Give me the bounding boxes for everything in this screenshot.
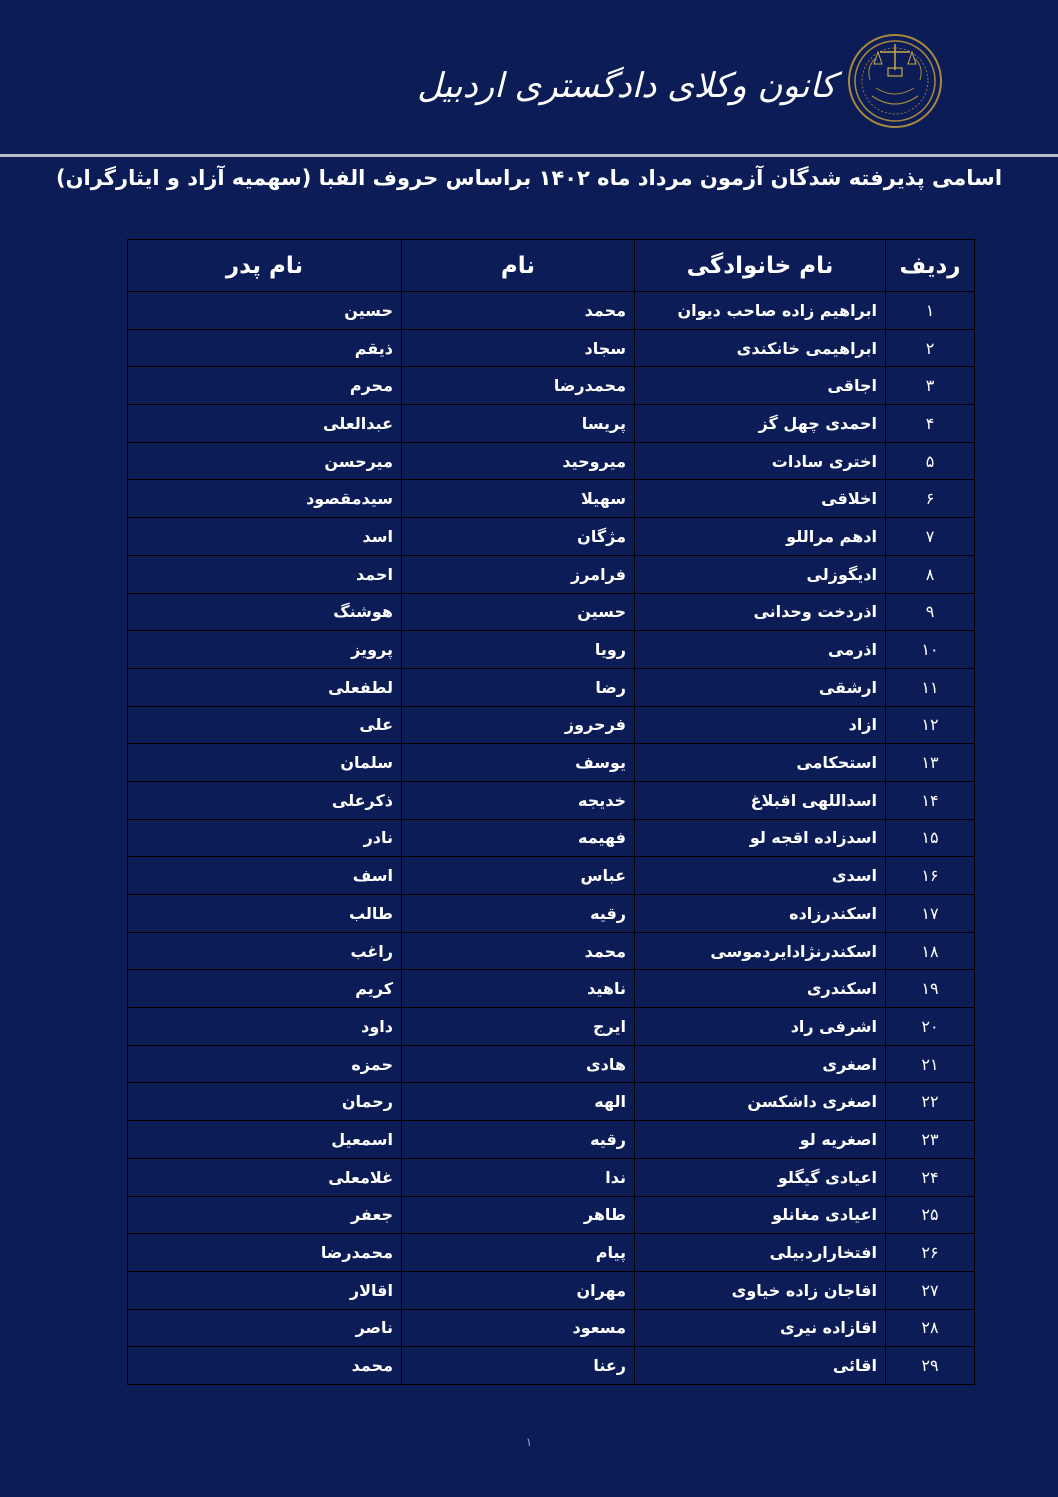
table-row — [128, 706, 975, 744]
table-row — [128, 593, 975, 631]
first-name-cell: محمدرضا — [402, 367, 635, 405]
family-name-cell: اصغریه لو — [635, 1121, 886, 1159]
first-name-cell: ایرج — [402, 1008, 635, 1046]
first-name-cell: فرامرز — [402, 555, 635, 593]
row-number-cell: ۱۲ — [886, 706, 975, 744]
father-name-cell: محمد — [128, 1347, 402, 1385]
father-name-cell: حمزه — [128, 1045, 402, 1083]
family-name-cell: ابراهیمی خانکندی — [635, 329, 886, 367]
first-name-cell: محمد — [402, 932, 635, 970]
family-name-cell: ادهم مراللو — [635, 518, 886, 556]
table-row — [128, 857, 975, 895]
row-number-cell: ۲۹ — [886, 1347, 975, 1385]
family-name-cell: ارشقی — [635, 668, 886, 706]
father-name-cell: اسمعیل — [128, 1121, 402, 1159]
father-name-cell: محرم — [128, 367, 402, 405]
first-name-cell: پریسا — [402, 405, 635, 443]
father-name-cell: پرویز — [128, 631, 402, 669]
header-divider — [0, 154, 1058, 157]
family-name-cell: اذرمی — [635, 631, 886, 669]
father-name-cell: علی — [128, 706, 402, 744]
table-row — [128, 480, 975, 518]
first-name-cell: مهران — [402, 1271, 635, 1309]
family-name-cell: ادیگوزلی — [635, 555, 886, 593]
first-name-cell: هادی — [402, 1045, 635, 1083]
row-number-cell: ۶ — [886, 480, 975, 518]
column-header-row-number: ردیف — [886, 240, 975, 292]
father-name-cell: رحمان — [128, 1083, 402, 1121]
father-name-cell: هوشنگ — [128, 593, 402, 631]
table-row — [128, 1083, 975, 1121]
family-name-cell: اختری سادات — [635, 442, 886, 480]
father-name-cell: محمدرضا — [128, 1234, 402, 1272]
row-number-cell: ۲۱ — [886, 1045, 975, 1083]
first-name-cell: ندا — [402, 1158, 635, 1196]
family-name-cell: اعیادی مغانلو — [635, 1196, 886, 1234]
table-row — [128, 1347, 975, 1385]
first-name-cell: محمد — [402, 292, 635, 330]
table-body — [128, 292, 975, 1385]
father-name-cell: غلامعلی — [128, 1158, 402, 1196]
row-number-cell: ۱۷ — [886, 895, 975, 933]
family-name-cell: اصغری داشکسن — [635, 1083, 886, 1121]
table-row — [128, 1158, 975, 1196]
row-number-cell: ۷ — [886, 518, 975, 556]
table-row — [128, 631, 975, 669]
first-name-cell: رعنا — [402, 1347, 635, 1385]
family-name-cell: ازاد — [635, 706, 886, 744]
table-row — [128, 781, 975, 819]
first-name-cell: عباس — [402, 857, 635, 895]
table-row — [128, 442, 975, 480]
father-name-cell: راغب — [128, 932, 402, 970]
table-row — [128, 970, 975, 1008]
table-row — [128, 668, 975, 706]
row-number-cell: ۵ — [886, 442, 975, 480]
first-name-cell: فهیمه — [402, 819, 635, 857]
table-row — [128, 1234, 975, 1272]
father-name-cell: سلمان — [128, 744, 402, 782]
row-number-cell: ۱ — [886, 292, 975, 330]
first-name-cell: مسعود — [402, 1309, 635, 1347]
first-name-cell: سجاد — [402, 329, 635, 367]
table-row — [128, 405, 975, 443]
table-row — [128, 518, 975, 556]
first-name-cell: رقیه — [402, 895, 635, 933]
father-name-cell: احمد — [128, 555, 402, 593]
family-name-cell: اقاجان زاده خیاوی — [635, 1271, 886, 1309]
first-name-cell: پیام — [402, 1234, 635, 1272]
first-name-cell: رویا — [402, 631, 635, 669]
row-number-cell: ۲۶ — [886, 1234, 975, 1272]
bar-association-seal-icon — [848, 34, 942, 128]
page-header — [0, 0, 1058, 158]
column-header-first-name: نام — [402, 240, 635, 292]
first-name-cell: فرحروز — [402, 706, 635, 744]
first-name-cell: یوسف — [402, 744, 635, 782]
row-number-cell: ۲۵ — [886, 1196, 975, 1234]
accepted-candidates-table — [127, 239, 975, 1385]
row-number-cell: ۲۴ — [886, 1158, 975, 1196]
first-name-cell: سهیلا — [402, 480, 635, 518]
family-name-cell: اخلاقی — [635, 480, 886, 518]
family-name-cell: اسکندری — [635, 970, 886, 1008]
document-title: اسامی پذیرفته شدگان آزمون مرداد ماه ۱۴۰۲ براساس حروف الفبا (سهمیه آزاد و ایثارگران) — [55, 166, 1003, 190]
father-name-cell: طالب — [128, 895, 402, 933]
row-number-cell: ۲۲ — [886, 1083, 975, 1121]
father-name-cell: جعفر — [128, 1196, 402, 1234]
first-name-cell: الهه — [402, 1083, 635, 1121]
table-row — [128, 1008, 975, 1046]
father-name-cell: حسین — [128, 292, 402, 330]
row-number-cell: ۲۸ — [886, 1309, 975, 1347]
table-row — [128, 1271, 975, 1309]
first-name-cell: مژگان — [402, 518, 635, 556]
table-row — [128, 1121, 975, 1159]
row-number-cell: ۱۳ — [886, 744, 975, 782]
page-number: ۱ — [525, 1435, 533, 1449]
column-header-family-name: نام خانوادگی — [635, 240, 886, 292]
family-name-cell: ابراهیم زاده صاحب دیوان — [635, 292, 886, 330]
row-number-cell: ۳ — [886, 367, 975, 405]
family-name-cell: اذردخت وحدانی — [635, 593, 886, 631]
father-name-cell: اقالار — [128, 1271, 402, 1309]
father-name-cell: کریم — [128, 970, 402, 1008]
row-number-cell: ۱۸ — [886, 932, 975, 970]
table-row — [128, 932, 975, 970]
column-header-father-name: نام پدر — [128, 240, 402, 292]
table-header-row — [128, 240, 975, 292]
row-number-cell: ۱۵ — [886, 819, 975, 857]
table-row — [128, 367, 975, 405]
row-number-cell: ۱۱ — [886, 668, 975, 706]
table-row — [128, 1196, 975, 1234]
family-name-cell: اسدزاده اقجه لو — [635, 819, 886, 857]
table-row — [128, 895, 975, 933]
family-name-cell: اجاقی — [635, 367, 886, 405]
father-name-cell: ناصر — [128, 1309, 402, 1347]
first-name-cell: رضا — [402, 668, 635, 706]
table-row — [128, 1309, 975, 1347]
family-name-cell: اسدی — [635, 857, 886, 895]
family-name-cell: اقائی — [635, 1347, 886, 1385]
father-name-cell: اسف — [128, 857, 402, 895]
row-number-cell: ۹ — [886, 593, 975, 631]
family-name-cell: اسکندرنژادایردموسی — [635, 932, 886, 970]
table-row — [128, 329, 975, 367]
family-name-cell: اصغری — [635, 1045, 886, 1083]
father-name-cell: اسد — [128, 518, 402, 556]
first-name-cell: خدیجه — [402, 781, 635, 819]
table-row — [128, 744, 975, 782]
father-name-cell: میرحسن — [128, 442, 402, 480]
family-name-cell: اعیادی گیگلو — [635, 1158, 886, 1196]
father-name-cell: ذکرعلی — [128, 781, 402, 819]
row-number-cell: ۲۷ — [886, 1271, 975, 1309]
row-number-cell: ۲ — [886, 329, 975, 367]
row-number-cell: ۱۶ — [886, 857, 975, 895]
family-name-cell: احمدی چهل گز — [635, 405, 886, 443]
first-name-cell: حسین — [402, 593, 635, 631]
family-name-cell: افتخاراردبیلی — [635, 1234, 886, 1272]
table-row — [128, 555, 975, 593]
father-name-cell: ذیقم — [128, 329, 402, 367]
father-name-cell: داود — [128, 1008, 402, 1046]
organization-name: کانون وکلای دادگستری اردبیل — [417, 66, 836, 106]
father-name-cell: سیدمقصود — [128, 480, 402, 518]
row-number-cell: ۲۰ — [886, 1008, 975, 1046]
first-name-cell: ناهید — [402, 970, 635, 1008]
first-name-cell: طاهر — [402, 1196, 635, 1234]
first-name-cell: رقیه — [402, 1121, 635, 1159]
father-name-cell: لطفعلی — [128, 668, 402, 706]
first-name-cell: میروحید — [402, 442, 635, 480]
table-row — [128, 1045, 975, 1083]
family-name-cell: اسداللهی اقبلاغ — [635, 781, 886, 819]
row-number-cell: ۴ — [886, 405, 975, 443]
father-name-cell: نادر — [128, 819, 402, 857]
family-name-cell: استحکامی — [635, 744, 886, 782]
table-row — [128, 819, 975, 857]
family-name-cell: اشرفی راد — [635, 1008, 886, 1046]
row-number-cell: ۸ — [886, 555, 975, 593]
family-name-cell: اقازاده نیری — [635, 1309, 886, 1347]
family-name-cell: اسکندرزاده — [635, 895, 886, 933]
row-number-cell: ۱۰ — [886, 631, 975, 669]
table-row — [128, 292, 975, 330]
row-number-cell: ۱۴ — [886, 781, 975, 819]
father-name-cell: عبدالعلی — [128, 405, 402, 443]
row-number-cell: ۲۳ — [886, 1121, 975, 1159]
row-number-cell: ۱۹ — [886, 970, 975, 1008]
